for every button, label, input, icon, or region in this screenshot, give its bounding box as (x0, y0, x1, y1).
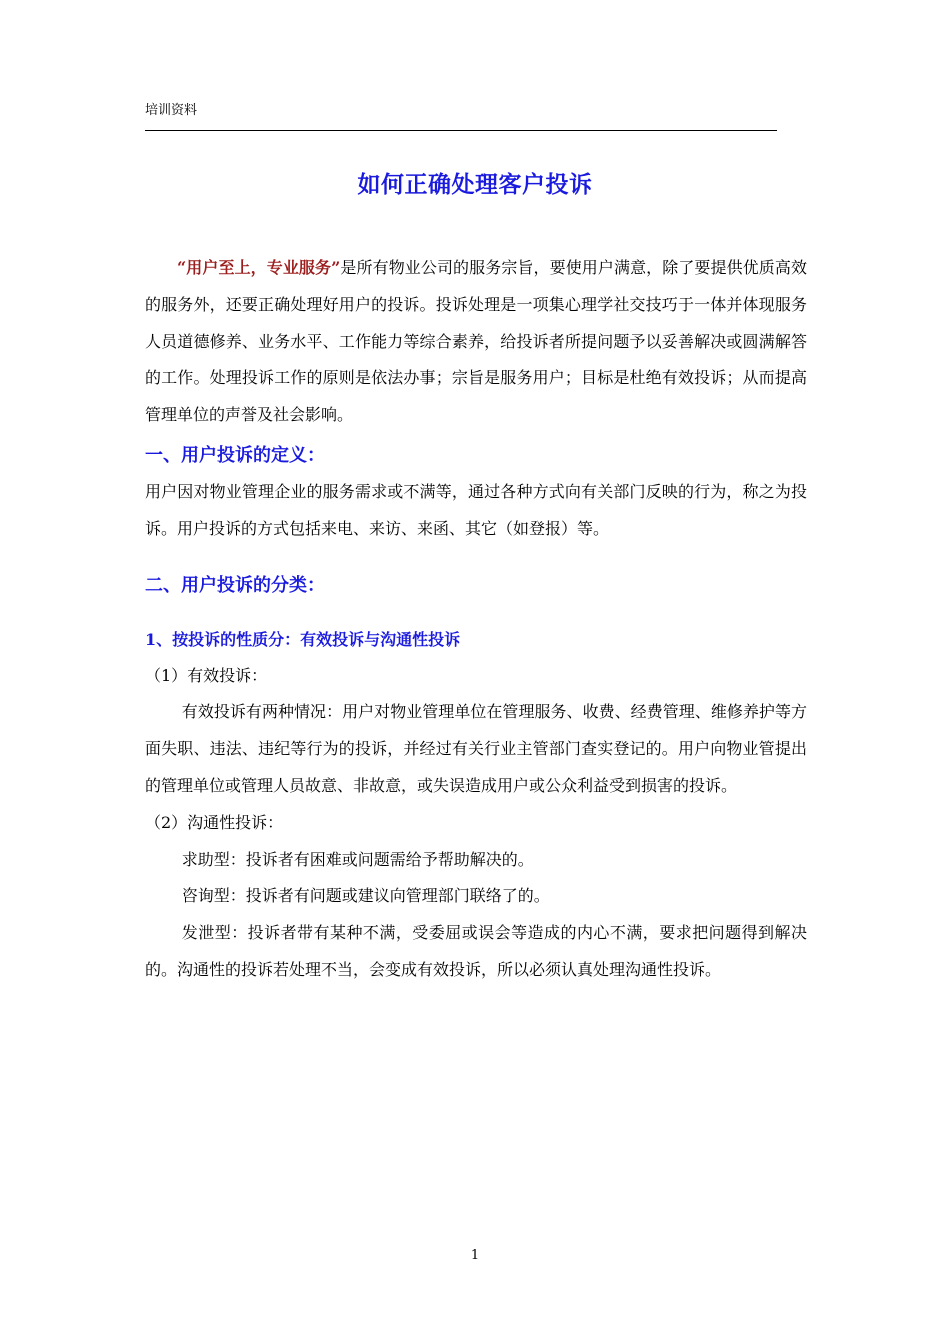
section1-heading: 一、用户投诉的定义： (145, 444, 325, 466)
header-label: 培训资料 (145, 103, 198, 118)
document-title: 如何正确处理客户投诉 (357, 171, 593, 198)
intro-text: 是所有物业公司的服务宗旨，要使用户满意，除了要提供优质高效的服务外，还要正确处理好用户的投诉。投诉处理是一项集心理学社交技巧于一体并体现服务人员道德修养、业务水平、工作能力等综合素养，给投诉者所提问题予以妥善解决或圆满解答的工作。处理投诉工作的原则是依法办事；宗旨是服务用户；目标是杜绝有效投诉；从而提高管理单位的声誉及社会影响。 (145, 258, 807, 425)
section1-text: 用户因对物业管理企业的服务需求或不满等，通过各种方式向有关部门反映的行为，称之为投诉。用户投诉的方式包括来电、来访、来函、其它（如登报）等。 (145, 481, 807, 538)
intro-paragraph (145, 250, 807, 434)
type-help: 求助型：投诉者有困难或问题需给予帮助解决的。 (181, 849, 534, 869)
type-consult: 咨询型：投诉者有问题或建议向管理部门联络了的。 (181, 886, 550, 906)
type-vent: 发泄型：投诉者带有某种不满，受委屈或误会等造成的内心不满，要求把问题得到解决的。沟通性的投诉若处理不当，会变成有效投诉，所以必须认真处理沟通性投诉。 (145, 923, 807, 979)
section2-heading: 二、用户投诉的分类： (145, 574, 325, 596)
document-body (145, 250, 807, 989)
intro-emphasis: “用户至上，专业服务” (177, 258, 341, 277)
item1-label: （1）有效投诉： (145, 665, 268, 685)
item2-label: （2）沟通性投诉： (145, 812, 284, 832)
page-number: 1 (470, 1248, 480, 1263)
item1-text: 有效投诉有两种情况：用户对物业管理单位在管理服务、收费、经费管理、维修养护等方面失职、违法、违纪等行为的投诉，并经过有关行业主管部门查实登记的。用户向物业管提出的管理单位或管理人员故意、非故意，或失误造成用户或公众利益受到损害的投诉。 (145, 702, 807, 795)
header-divider (145, 130, 777, 131)
section2-sub1-heading: 1、按投诉的性质分：有效投诉与沟通性投诉 (145, 629, 461, 649)
